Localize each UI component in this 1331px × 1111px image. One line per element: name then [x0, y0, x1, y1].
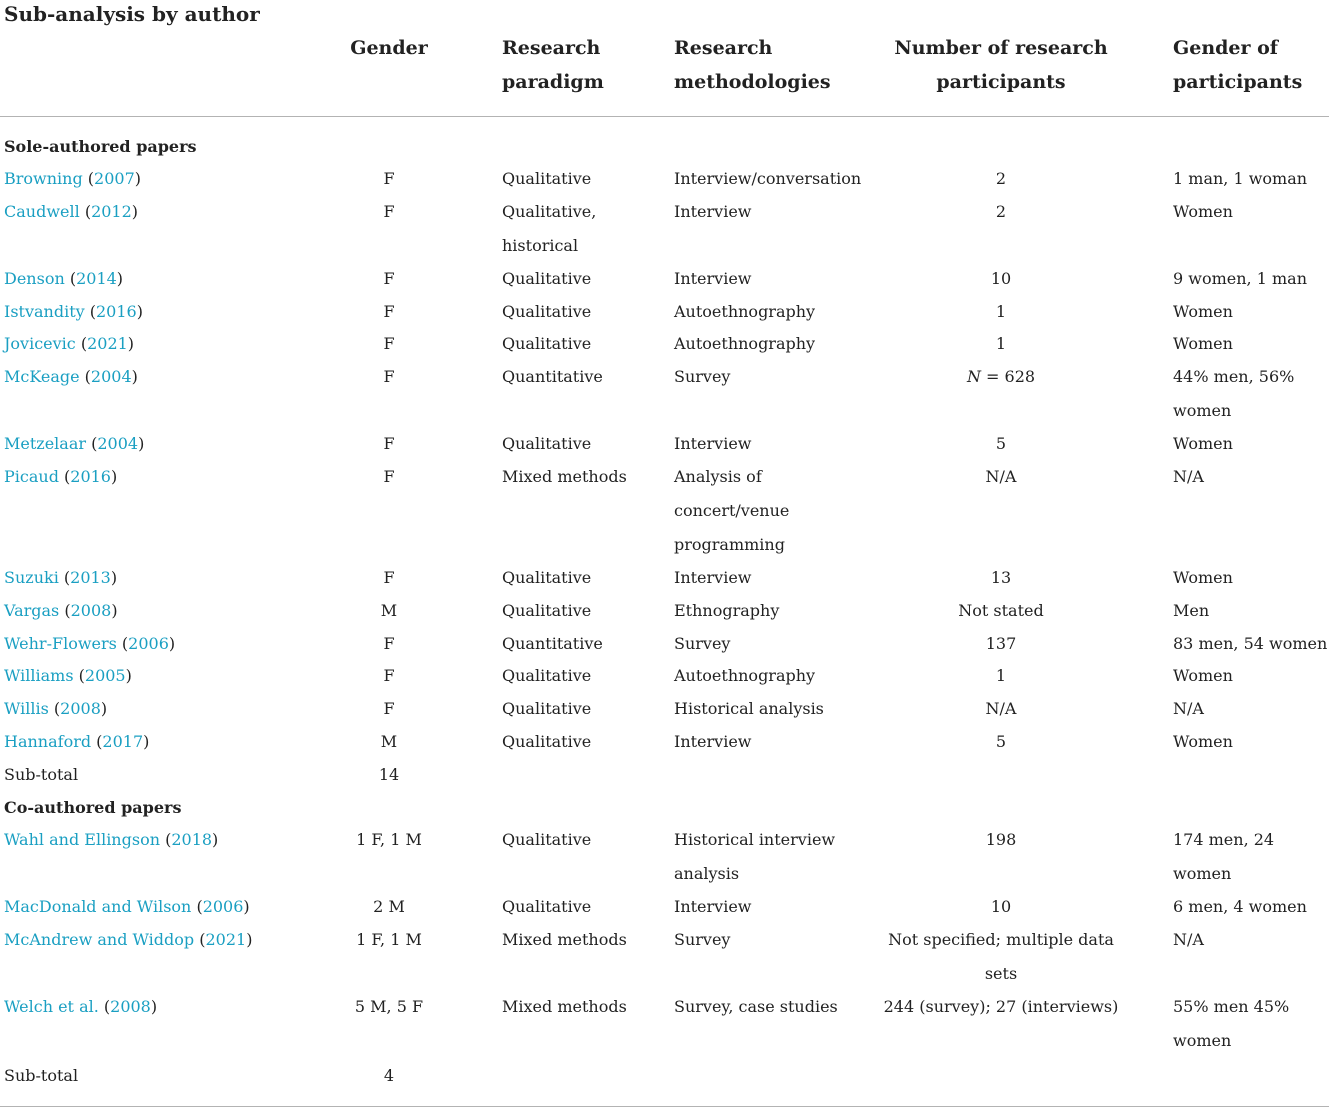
author-gender: F — [383, 169, 395, 188]
study-citation: Welch et al. (2008) — [4, 997, 158, 1016]
year-link[interactable]: 2021 — [87, 334, 128, 353]
gender-of-participants: 83 men, 54 women — [1173, 634, 1328, 653]
year-link[interactable]: 2007 — [94, 169, 135, 188]
number-of-participants: 10 — [990, 269, 1012, 288]
author-link[interactable]: Denson — [4, 269, 65, 288]
year-link[interactable]: 2004 — [97, 434, 139, 453]
study-citation: Picaud (2016) — [4, 467, 118, 486]
gender-of-participants: Women — [1173, 666, 1233, 685]
study-citation: MacDonald and Wilson (2006) — [4, 897, 250, 916]
research-paradigm: Qualitative — [502, 434, 592, 453]
gender-of-participants: Women — [1173, 568, 1233, 587]
author-link[interactable]: Jovicevic — [4, 334, 76, 353]
section-heading-sole: Sole-authored papers — [4, 137, 197, 156]
author-link[interactable]: Wehr-Flowers — [4, 634, 117, 653]
n-symbol: N — [966, 367, 981, 386]
author-gender: F — [383, 202, 395, 221]
author-link[interactable]: Browning — [4, 169, 83, 188]
research-paradigm: Qualitative — [502, 897, 592, 916]
research-paradigm: Qualitative — [502, 302, 592, 321]
gender-of-participants: 55% men 45% women — [1173, 997, 1290, 1050]
study-citation: Willis (2008) — [4, 699, 108, 718]
gender-of-participants: N/A — [1173, 699, 1204, 718]
year-link[interactable]: 2016 — [96, 302, 137, 321]
number-of-participants: 1 — [995, 666, 1007, 685]
number-of-participants: N/A — [985, 699, 1017, 718]
gender-of-participants: 174 men, 24 women — [1173, 830, 1275, 883]
column-header-gender-participants: Gender of participants — [1173, 37, 1303, 93]
study-citation: Metzelaar (2004) — [4, 434, 145, 453]
author-gender: 1 F, 1 M — [356, 830, 422, 849]
gender-of-participants: Women — [1173, 732, 1233, 751]
subtotal-label: Sub-total — [4, 765, 79, 784]
study-citation: Wahl and Ellingson (2018) — [4, 830, 219, 849]
author-gender: F — [383, 467, 395, 486]
study-citation: Jovicevic (2021) — [4, 334, 135, 353]
author-link[interactable]: Wahl and Ellingson — [4, 830, 160, 849]
number-of-participants — [876, 360, 1126, 394]
research-paradigm: Mixed methods — [502, 930, 627, 949]
study-citation: Wehr-Flowers (2006) — [4, 634, 176, 653]
study-citation: Caudwell (2012) — [4, 202, 139, 221]
research-paradigm: Qualitative — [502, 269, 592, 288]
number-of-participants: 5 — [995, 732, 1007, 751]
gender-of-participants: 9 women, 1 man — [1173, 269, 1307, 288]
research-paradigm: Mixed methods — [502, 467, 627, 486]
study-citation: Browning (2007) — [4, 169, 141, 188]
research-methodologies: Interview — [674, 897, 752, 916]
year-link[interactable]: 2006 — [128, 634, 169, 653]
number-of-participants: Not specified; multiple data sets — [888, 930, 1114, 983]
research-methodologies: Survey — [674, 367, 731, 386]
research-paradigm: Qualitative — [502, 334, 592, 353]
research-methodologies: Interview — [674, 568, 752, 587]
table-bottom-rule — [0, 1106, 1329, 1107]
year-link[interactable]: 2018 — [171, 830, 213, 849]
author-gender: F — [383, 334, 395, 353]
gender-of-participants: 6 men, 4 women — [1173, 897, 1307, 916]
year-link[interactable]: 2014 — [76, 269, 117, 288]
gender-of-participants: Men — [1173, 601, 1210, 620]
research-paradigm: Qualitative — [502, 666, 592, 685]
author-gender: F — [383, 634, 395, 653]
study-citation: McKeage (2004) — [4, 367, 138, 386]
research-methodologies: Ethnography — [674, 601, 780, 620]
study-citation: Hannaford (2017) — [4, 732, 150, 751]
study-citation: Istvandity (2016) — [4, 302, 143, 321]
column-header-methodologies: Research methodologies — [674, 37, 831, 93]
research-paradigm: Qualitative — [502, 732, 592, 751]
subtotal-label: Sub-total — [4, 1066, 79, 1085]
section-heading-co: Co-authored papers — [4, 798, 182, 817]
study-citation: McAndrew and Widdop (2021) — [4, 930, 253, 949]
author-link[interactable]: McAndrew and Widdop — [4, 930, 195, 949]
number-of-participants: 198 — [985, 830, 1017, 849]
research-methodologies: Interview — [674, 269, 752, 288]
author-link[interactable]: Metzelaar — [4, 434, 87, 453]
research-methodologies: Interview — [674, 434, 752, 453]
author-gender: F — [383, 434, 395, 453]
year-link[interactable]: 2004 — [90, 367, 132, 386]
year-link[interactable]: 2008 — [110, 997, 151, 1016]
author-link[interactable]: Hannaford — [4, 732, 92, 751]
gender-of-participants: Women — [1173, 202, 1233, 221]
number-of-participants: 10 — [990, 897, 1012, 916]
author-link[interactable]: Caudwell — [4, 202, 80, 221]
study-citation: Denson (2014) — [4, 269, 124, 288]
author-gender: F — [383, 269, 395, 288]
author-link[interactable]: Picaud — [4, 467, 59, 486]
study-citation: Suzuki (2013) — [4, 568, 118, 587]
number-of-participants: 5 — [995, 434, 1007, 453]
research-paradigm: Qualitative — [502, 568, 592, 587]
number-of-participants: 2 — [995, 202, 1007, 221]
research-methodologies: Survey — [674, 634, 731, 653]
research-methodologies: Interview — [674, 202, 752, 221]
year-link[interactable]: 2021 — [205, 930, 247, 949]
research-paradigm: Quantitative — [502, 634, 603, 653]
author-link[interactable]: Suzuki — [4, 568, 59, 587]
author-gender: F — [383, 568, 395, 587]
subtotal-value: 14 — [378, 765, 400, 784]
header-divider — [0, 116, 1329, 117]
study-citation: Vargas (2008) — [4, 601, 118, 620]
column-header-gender: Gender — [350, 37, 428, 59]
column-header-paradigm: Research paradigm — [502, 37, 604, 93]
year-link[interactable]: 2008 — [60, 699, 101, 718]
author-gender: 5 M, 5 F — [354, 997, 424, 1016]
author-link[interactable]: MacDonald and Wilson — [4, 897, 192, 916]
number-of-participants: 137 — [985, 634, 1017, 653]
author-link[interactable]: Welch et al. — [4, 997, 99, 1016]
research-paradigm: Mixed methods — [502, 997, 627, 1016]
year-link[interactable]: 2016 — [70, 467, 111, 486]
gender-of-participants: 44% men, 56% women — [1173, 367, 1295, 420]
table-caption: Sub-analysis by author — [4, 2, 260, 26]
number-of-participants: 2 — [995, 169, 1007, 188]
number-of-participants: 1 — [995, 302, 1007, 321]
author-gender: 1 F, 1 M — [356, 930, 422, 949]
gender-of-participants: N/A — [1173, 930, 1204, 949]
author-link[interactable]: Vargas — [4, 601, 60, 620]
year-link[interactable]: 2017 — [102, 732, 144, 751]
year-link[interactable]: 2012 — [91, 202, 132, 221]
research-paradigm: Quantitative — [502, 367, 603, 386]
year-link[interactable]: 2005 — [84, 666, 126, 685]
year-link[interactable]: 2013 — [70, 568, 111, 587]
year-link[interactable]: 2008 — [70, 601, 112, 620]
number-of-participants: N/A — [985, 467, 1017, 486]
author-link[interactable]: Istvandity — [4, 302, 85, 321]
author-gender: M — [380, 601, 398, 620]
research-paradigm: Qualitative — [502, 601, 592, 620]
research-methodologies: Autoethnography — [674, 302, 816, 321]
n-value: = 628 — [980, 367, 1036, 386]
gender-of-participants: N/A — [1173, 467, 1204, 486]
research-methodologies: Analysis of concert/venue programming — [674, 467, 790, 554]
author-link[interactable]: Williams — [4, 666, 74, 685]
number-of-participants: 244 (survey); 27 (interviews) — [883, 997, 1119, 1016]
research-methodologies: Historical analysis — [674, 699, 824, 718]
subtotal-value: 4 — [383, 1066, 395, 1085]
research-methodologies: Survey — [674, 930, 731, 949]
research-methodologies: Historical interview analysis — [674, 830, 836, 883]
gender-of-participants: Women — [1173, 302, 1233, 321]
number-of-participants: 13 — [990, 568, 1012, 587]
author-gender: M — [380, 732, 398, 751]
number-of-participants: Not stated — [958, 601, 1044, 620]
research-paradigm: Qualitative — [502, 699, 592, 718]
research-methodologies: Survey, case studies — [674, 997, 838, 1016]
gender-of-participants: Women — [1173, 434, 1233, 453]
author-gender: 2 M — [373, 897, 405, 916]
author-gender: F — [383, 666, 395, 685]
research-methodologies: Autoethnography — [674, 334, 816, 353]
study-citation: Williams (2005) — [4, 666, 132, 685]
author-link[interactable]: McKeage — [4, 367, 80, 386]
research-paradigm: Qualitative — [502, 169, 592, 188]
author-gender: F — [383, 699, 395, 718]
author-gender: F — [383, 302, 395, 321]
author-link[interactable]: Willis — [4, 699, 49, 718]
author-gender: F — [383, 367, 395, 386]
research-paradigm: Qualitative — [502, 830, 592, 849]
column-header-number-participants: Number of research participants — [894, 37, 1108, 93]
number-of-participants: 1 — [995, 334, 1007, 353]
research-methodologies: Interview/conversation — [674, 169, 862, 188]
research-methodologies: Interview — [674, 732, 752, 751]
year-link[interactable]: 2006 — [202, 897, 244, 916]
research-paradigm: Qualitative, historical — [502, 202, 597, 255]
gender-of-participants: 1 man, 1 woman — [1173, 169, 1308, 188]
gender-of-participants: Women — [1173, 334, 1233, 353]
research-methodologies: Autoethnography — [674, 666, 816, 685]
